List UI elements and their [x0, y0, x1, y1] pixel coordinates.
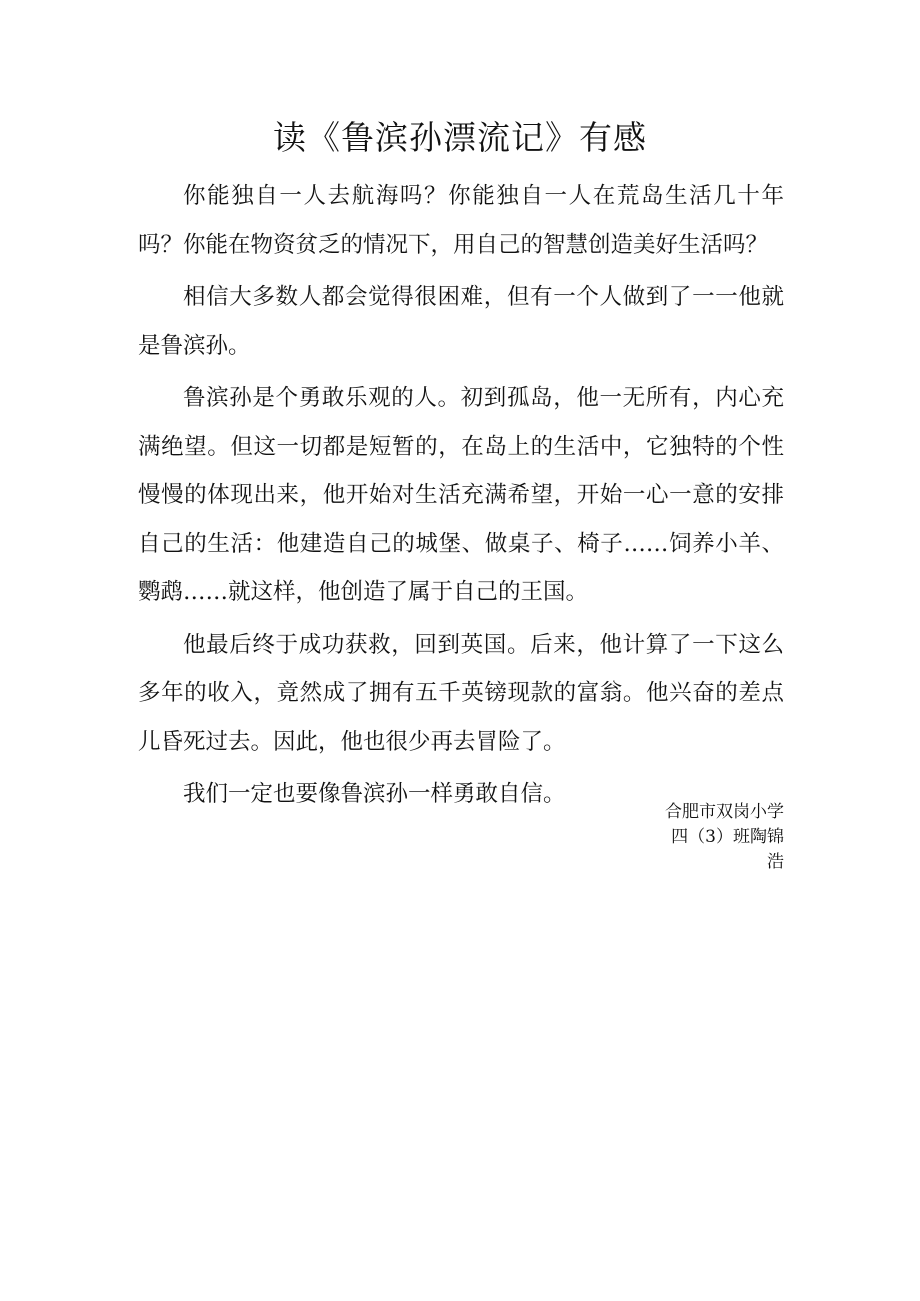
signature-school: 合肥市双岗小学 [665, 802, 784, 822]
author-signature [640, 800, 784, 875]
paragraph-4: 他最后终于成功获救，回到英国。后来，他计算了一下这么多年的收入，竟然成了拥有五千英镑现款的富翁。他兴奋的差点儿昏死过去。因此，他也很少再去冒险了。 [138, 631, 784, 755]
document-body [138, 172, 784, 823]
document-title: 读《鲁滨孙漂流记》有感 [273, 118, 647, 157]
paragraph-2: 相信大多数人都会觉得很困难，但有一个人做到了一一他就是鲁滨孙。 [138, 284, 784, 359]
paragraph-1: 你能独自一人去航海吗？你能独自一人在荒岛生活几十年吗？你能在物资贫乏的情况下，用自己的智慧创造美好生活吗？ [138, 183, 784, 258]
paragraph-5: 我们一定也要像鲁滨孙一样勇敢自信。 [183, 781, 566, 807]
paragraph-3: 鲁滨孙是个勇敢乐观的人。初到孤岛，他一无所有，内心充满绝望。但这一切都是短暂的，在岛上的生活中，它独特的个性慢慢的体现出来，他开始对生活充满希望，开始一心一意的安排自己的生活：他建造自己的城堡、做桌子、椅子……饲养小羊、鹦鹉……就这样，他创造了属于自己的王国。 [138, 385, 784, 605]
signature-class: 四（3）班陶锦 [671, 827, 784, 847]
signature-name-end: 浩 [767, 852, 784, 872]
